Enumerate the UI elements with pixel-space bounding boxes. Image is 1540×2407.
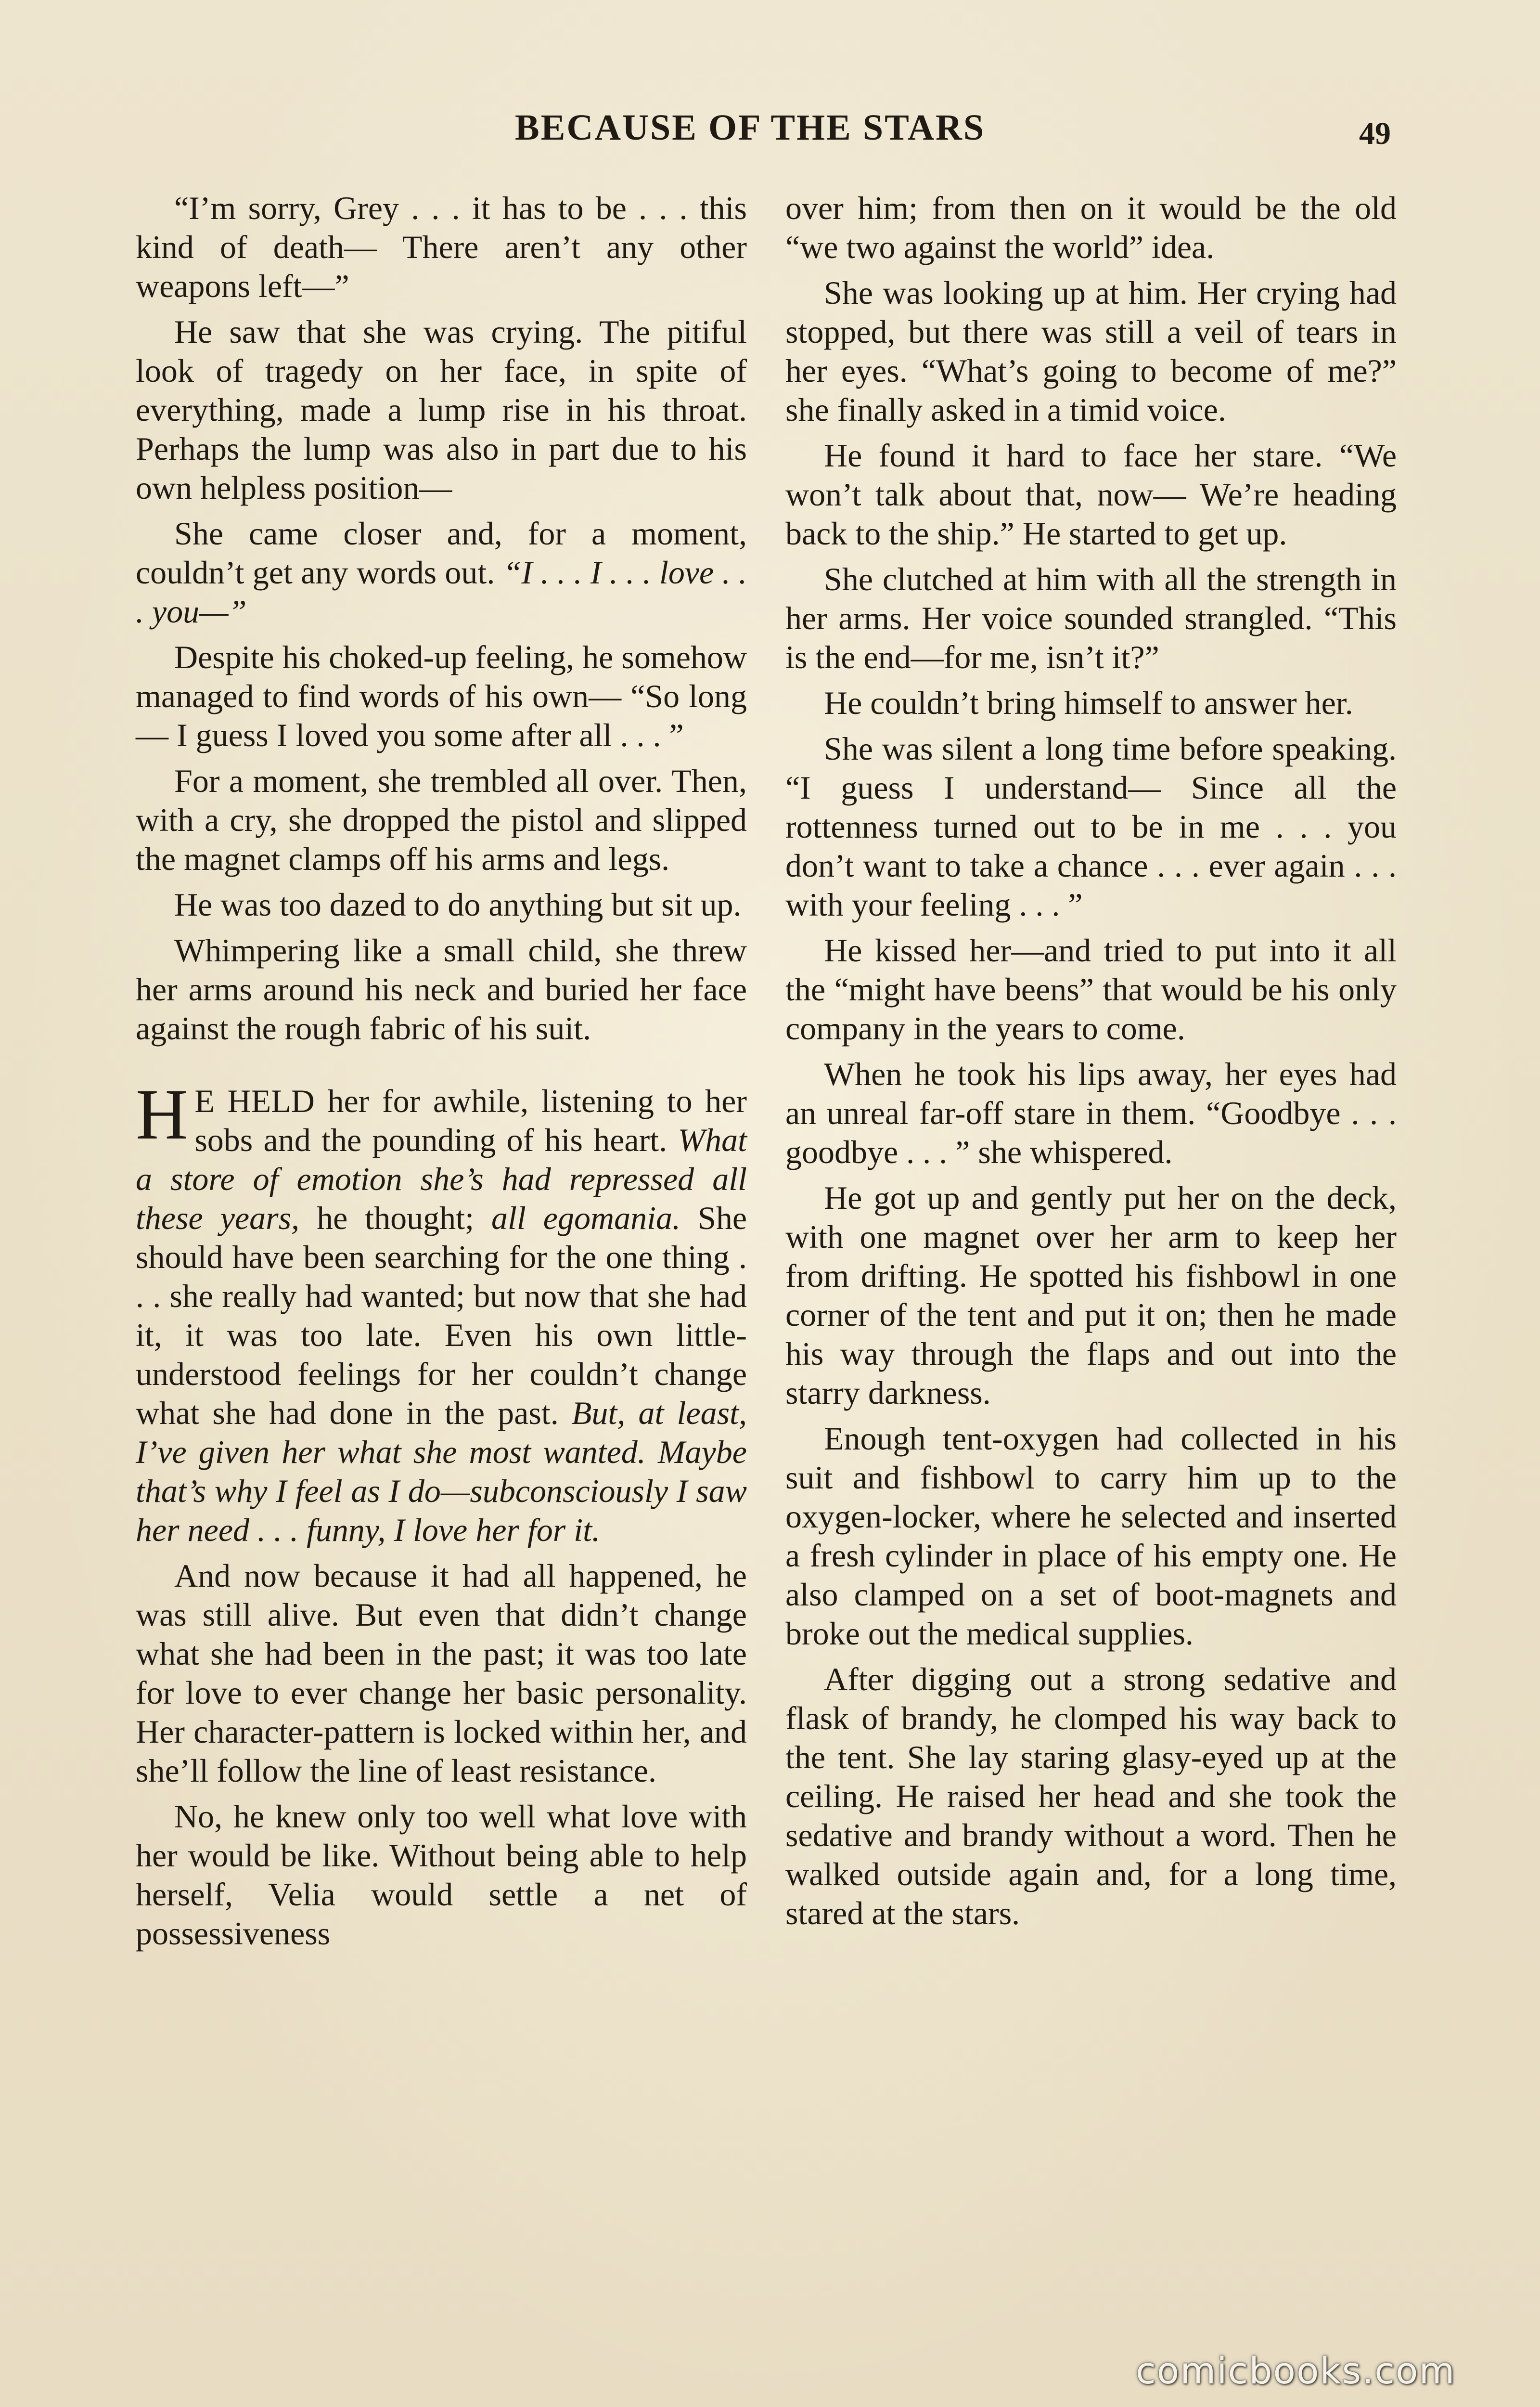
paragraph bbox=[136, 514, 747, 631]
paragraph-text: She came closer and, for a moment, couldn’t get any words out. bbox=[136, 515, 747, 591]
paragraph: He couldn’t bring himself to answer her. bbox=[824, 685, 1353, 721]
paragraph: And now because it had all happened, he was still alive. But even that didn’t change what she had been in the past; it was too late for love to ever change her basic personality. Her character-pattern is locked within her, and she’ll follow the line of least resistance. bbox=[136, 1557, 747, 1789]
paragraph: When he took his lips away, her eyes had an unreal far-off stare in them. “Goodbye . . . goodbye . . . ” she whispered. bbox=[785, 1056, 1397, 1170]
italic-text: “I . . . I . . . love . . . you—” bbox=[136, 554, 747, 630]
paragraph: No, he knew only too well what love with her would be like. Without being able to help herself, Velia would settle a net of possessiveness bbox=[136, 1798, 747, 1952]
paragraph: After digging out a strong sedative and flask of brandy, he clomped his way back to the tent. She lay staring glasy-eyed up at the ceiling. He raised her head and she took the sedative and brandy without a word. Then he walked outside again and, for a long time, stared at the stars. bbox=[785, 1661, 1397, 1931]
watermark-logo: comicbooks.com bbox=[1136, 2349, 1456, 2392]
section-start-paragraph bbox=[136, 1074, 747, 1550]
paragraph: Enough tent-oxygen had collected in his suit and fishbowl to carry him up to the oxygen-locker, where he selected and inserted a fresh cylinder in place of his empty one. He also clamped on a set of boot-magnets and broke out the medical supplies. bbox=[785, 1420, 1397, 1652]
paragraph: He got up and gently put her on the deck, with one magnet over her arm to keep her from drifting. He spotted his fishbowl in one corner of the tent and put it on; then he made his way through the flaps and out into the starry darkness. bbox=[785, 1179, 1397, 1411]
paragraph: She clutched at him with all the strength in her arms. Her voice sounded strangled. “This is the end—for me, isn’t it?” bbox=[785, 561, 1397, 675]
paragraph: She was silent a long time before speaking. “I guess I understand— Since all the rottenness turned out to be in me . . . you don’t want to take a chance . . . ever again . . . with your feeling . . . ” bbox=[785, 730, 1397, 923]
paragraph-text: he thought; bbox=[299, 1200, 491, 1236]
paragraph: Whimpering like a small child, she threw her arms around his neck and buried her face against the rough fabric of his suit. bbox=[136, 932, 747, 1047]
italic-text: What a store of emotion she’s had repressed all these years, bbox=[136, 1122, 747, 1236]
italic-text: But, at least, I’ve given her what she most wanted. Maybe that’s why I feel as I do—subconsciously I saw her need . . . funny, I love her for it. bbox=[136, 1395, 747, 1548]
running-header-title: BECAUSE OF THE STARS bbox=[515, 107, 986, 148]
paragraph: “I’m sorry, Grey . . . it has to be . . . this kind of death— There aren’t any other weapons left—” bbox=[136, 190, 747, 304]
paragraph: He saw that she was crying. The pitiful look of tragedy on her face, in spite of everything, made a lump rise in his throat. Perhaps the lump was also in part due to his own helpless position— bbox=[136, 313, 747, 506]
paragraph-text: E HELD her for awhile, listening to her sobs and the pounding of his heart. bbox=[194, 1083, 747, 1158]
paragraph: over him; from then on it would be the old “we two against the world” idea. bbox=[785, 190, 1397, 265]
paragraph: For a moment, she trembled all over. Then, with a cry, she dropped the pistol and slipped the magnet clamps off his arms and legs. bbox=[136, 763, 747, 877]
paragraph-text: She should have been searching for the one thing . . . she really had wanted; but now that she had it, it was too late. Even his own little-understood feelings for her couldn’t change what she had done in the past. bbox=[136, 1200, 747, 1431]
right-column bbox=[785, 189, 1397, 1940]
page-number: 49 bbox=[1359, 116, 1391, 151]
drop-cap: H bbox=[136, 1074, 188, 1154]
left-column bbox=[136, 189, 747, 1960]
paragraph: Despite his choked-up feeling, he somehow managed to find words of his own— “So long— I guess I loved you some after all . . . ” bbox=[136, 639, 747, 753]
paragraph: He found it hard to face her stare. “We won’t talk about that, now— We’re heading back to the ship.” He started to get up. bbox=[785, 437, 1397, 552]
paragraph: She was looking up at him. Her crying had stopped, but there was still a veil of tears in her eyes. “What’s going to become of me?” she finally asked in a timid voice. bbox=[785, 274, 1397, 428]
paragraph: He kissed her—and tried to put into it all the “might have beens” that would be his only company in the years to come. bbox=[785, 932, 1397, 1047]
italic-text: all egomania. bbox=[491, 1200, 680, 1236]
paragraph: He was too dazed to do anything but sit up. bbox=[174, 886, 742, 923]
